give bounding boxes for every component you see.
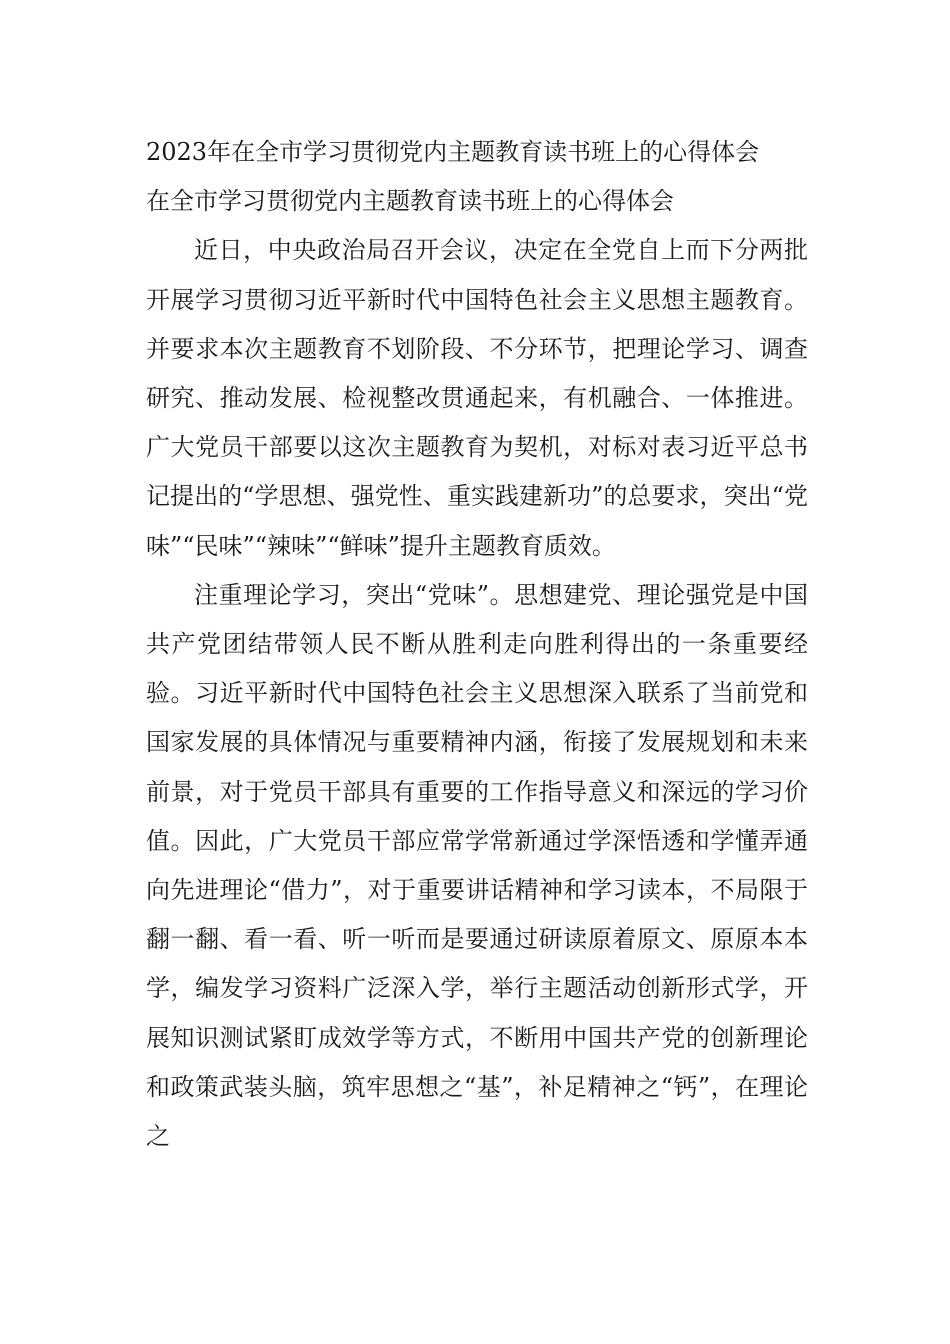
paragraph-theory-study: 注重理论学习，突出“党味”。思想建党、理论强党是中国共产党团结带领人民不断从胜利走向胜利得出的一条重要经验。习近平新时代中国特色社会主义思想深入联系了当前党和国家发展的具体情况与重要精神内涵，衔接了发展规划和未来前景，对于党员干部具有重要的工作指导意义和深远的学习价值。因此，广大党员干部应常学常新通过学深悟透和学懂弄通向先进理论“借力”，对于重要讲话精神和学习读本，不局限于翻一翻、看一看、听一听而是要通过研读原着原文、原原本本学，编发学习资料广泛深入学，举行主题活动创新形式学，开展知识测试紧盯成效学等方式，不断用中国共产党的创新理论和政策武装头脑，筑牢思想之“基”，补足精神之“钙”，在理论之 xyxy=(146,580,808,1151)
document-title: 2023年在全市学习贯彻党内主题教育读书班上的心得体会 xyxy=(146,138,760,166)
document-body xyxy=(146,128,808,1161)
document-subtitle: 在全市学习贯彻党内主题教育读书班上的心得体会 xyxy=(146,187,674,216)
paragraph-intro: 近日，中央政治局召开会议，决定在全党自上而下分两批开展学习贯彻习近平新时代中国特色社会主义思想主题教育。并要求本次主题教育不划阶段、不分环节，把理论学习、调查研究、推动发展、检视整改贯通起来，有机融合、一体推进。广大党员干部要以这次主题教育为契机，对标对表习近平总书记提出的“学思想、强党性、重实践建新功”的总要求，突出“党味”“民味”“辣味”“鲜味”提升主题教育质效。 xyxy=(146,236,808,560)
